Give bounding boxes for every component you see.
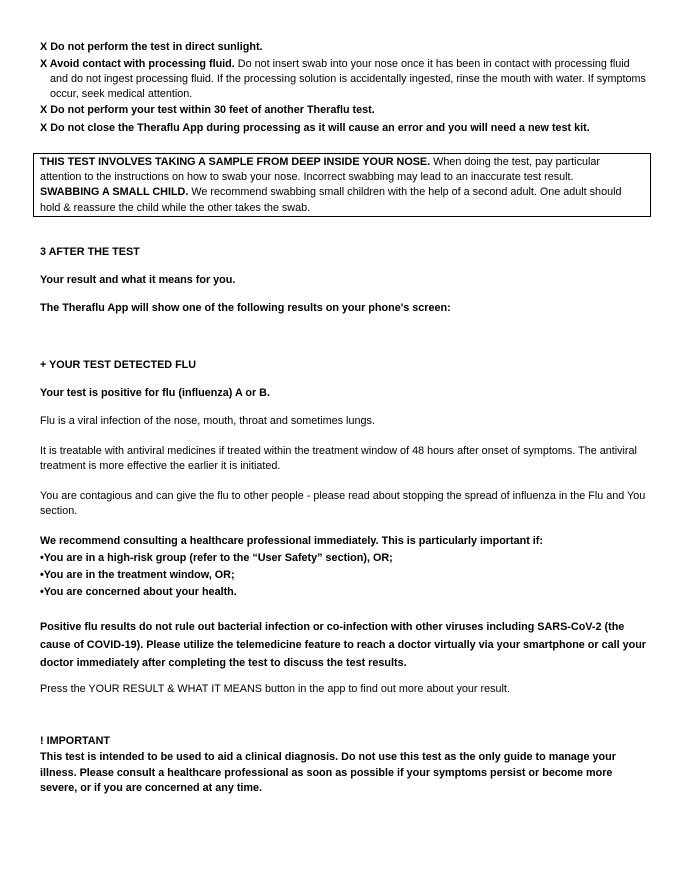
result-intro: The Theraflu App will show one of the following results on your phone's screen: bbox=[40, 302, 451, 314]
notice-small-child bbox=[40, 185, 644, 215]
notice-bold: THIS TEST INVOLVES TAKING A SAMPLE FROM DEEP INSIDE YOUR NOSE. bbox=[40, 156, 431, 168]
warning-bold: X Do not perform your test within 30 feet of another Theraflu test. bbox=[40, 104, 375, 116]
warning-app-close bbox=[40, 121, 646, 136]
warning-bold: X Do not close the Theraflu App during processing as it will cause an error and you will need a new test kit. bbox=[40, 122, 590, 134]
important-heading: ! IMPORTANT bbox=[40, 735, 110, 747]
warning-processing-fluid bbox=[40, 57, 646, 102]
bullet-item: •You are in a high-risk group (refer to the “User Safety” section), OR; bbox=[40, 552, 393, 564]
notice-text: When doing the test, pay particular attention to the instructions on how to swab your nose. Incorrect swabbing may lead to an inaccurate test result. bbox=[40, 156, 600, 184]
warnings-list bbox=[40, 40, 646, 136]
flu-description: Flu is a viral infection of the nose, mouth, throat and sometimes lungs. bbox=[40, 415, 375, 427]
warning-bold: X Avoid contact with processing fluid. bbox=[40, 58, 235, 70]
recommend-text: We recommend consulting a healthcare professional immediately. This is particularly important if: bbox=[40, 535, 543, 547]
important-body: This test is intended to be used to aid a clinical diagnosis. Do not use this test as the only guide to manage your illness. Please consult a healthcare professional as soon as possible if your symptoms persist or become more severe, or if you are concerned at any time. bbox=[40, 751, 616, 794]
flu-detected-heading: + YOUR TEST DETECTED FLU bbox=[40, 359, 197, 371]
flu-positive-statement: Your test is positive for flu (influenza) A or B. bbox=[40, 387, 270, 399]
warning-distance bbox=[40, 103, 646, 118]
notice-text: We recommend swabbing small children with the help of a second adult. One adult should hold & reassure the child while the other takes the swab. bbox=[40, 186, 622, 214]
warning-bold: X Do not perform the test in direct sunlight. bbox=[40, 41, 263, 53]
notice-box bbox=[33, 153, 651, 217]
positive-result-caution: Positive flu results do not rule out bacterial infection or co-infection with other viruses including SARS-CoV-2 (the cause of COVID-19). Please utilize the telemedicine feature to reach a doctor virtually via your smartphone or call your doctor immediately after completing the test to discuss the test results. bbox=[40, 621, 647, 669]
flu-contagious: You are contagious and can give the flu to other people - please read about stopping the spread of influenza in the Flu and You section. bbox=[40, 490, 646, 517]
result-subheading: Your result and what it means for you. bbox=[40, 274, 236, 286]
bullet-item: •You are concerned about your health. bbox=[40, 586, 237, 598]
press-result-button-instruction: Press the YOUR RESULT & WHAT IT MEANS button in the app to find out more about your result. bbox=[40, 683, 510, 695]
notice-deep-nose bbox=[40, 155, 644, 185]
flu-recommendation bbox=[40, 534, 646, 600]
section-heading-after-test: 3 AFTER THE TEST bbox=[40, 246, 140, 258]
flu-treatment: It is treatable with antiviral medicines if treated within the treatment window of 48 hours after onset of symptoms. The antiviral treatment is more effective the earlier it is initiated. bbox=[40, 445, 637, 472]
bullet-item: •You are in the treatment window, OR; bbox=[40, 569, 235, 581]
warning-sunlight bbox=[40, 40, 646, 55]
notice-bold: SWABBING A SMALL CHILD. bbox=[40, 186, 189, 199]
warning-text: Do not insert swab into your nose once it has been in contact with processing fluid and do not ingest processing fluid. If the processing solution is accidentally ingested, rinse the mouth with water. If symptoms occur, seek medical attention. bbox=[50, 58, 646, 100]
